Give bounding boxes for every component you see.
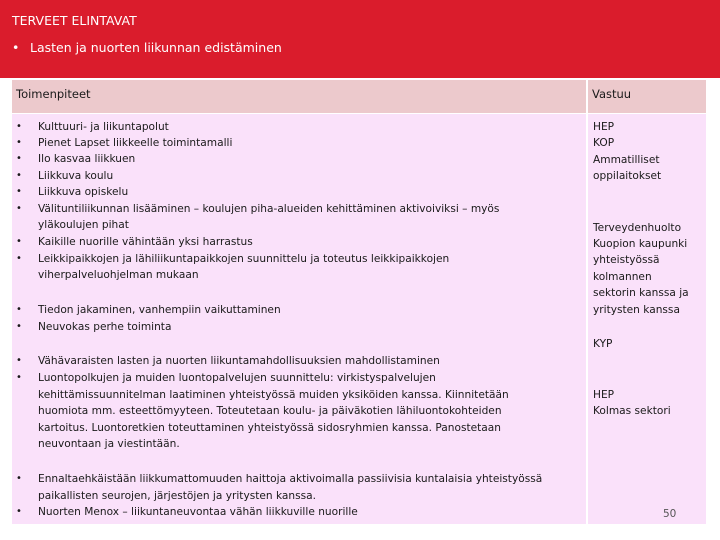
responsibility-item: HEP <box>593 121 615 133</box>
slide-title: TERVEET ELINTAVAT <box>12 13 137 28</box>
bullet: • <box>16 304 22 315</box>
responsibility-item: Terveydenhuolto <box>593 222 682 234</box>
list-item: paikallisten seurojen, järjestöjen ja yritysten kanssa. <box>38 490 317 502</box>
list-item: Neuvokas perhe toiminta <box>38 321 172 333</box>
list-item: Liikkuva opiskelu <box>38 186 129 198</box>
bullet: • <box>16 253 22 264</box>
list-item: Nuorten Menox – liikuntaneuvontaa vähän liikkuville nuorille <box>38 506 358 518</box>
bullet: • <box>16 170 22 181</box>
responsibility-item: KYP <box>593 338 613 350</box>
list-item: huomiota mm. esteettömyyteen. Toteutetaan koulu- ja päiväkotien lähiluontokohteiden <box>38 405 502 417</box>
bullet: • <box>16 506 22 517</box>
list-item: Liikkuva koulu <box>38 170 114 182</box>
bullet: • <box>16 355 22 366</box>
list-item: Ennaltaehkäistään liikkumattomuuden haittoja aktivoimalla passiivisia kuntalaisia yhteistyössä <box>38 473 543 485</box>
bullet: • <box>16 186 22 197</box>
subtitle-text: Lasten ja nuorten liikunnan edistäminen <box>30 40 282 55</box>
list-item: Kulttuuri- ja liikuntapolut <box>38 121 169 133</box>
list-item: Leikkipaikkojen ja lähiliikuntapaikkojen suunnittelu ja toteutus leikkipaikkojen <box>38 253 450 265</box>
header-responsibility-label: Vastuu <box>592 87 632 101</box>
list-item: kartoitus. Luontoretkien toteuttaminen yhteistyössä sidosryhmien kanssa. Panostetaan <box>38 422 501 434</box>
page-number: 50 <box>663 508 677 520</box>
responsibility-item: KOP <box>593 137 615 149</box>
list-item: neuvontaan ja viestintään. <box>38 438 180 450</box>
header-measures-label: Toimenpiteet <box>16 87 91 101</box>
list-item: Luontopolkujen ja muiden luontopalvelujen suunnittelu: virkistyspalvelujen <box>38 372 436 384</box>
bullet: • <box>16 153 22 164</box>
bullet: • <box>16 372 22 383</box>
responsibility-item: yhteistyössä <box>593 254 660 266</box>
slide-subtitle <box>12 40 282 56</box>
list-item: viherpalveluohjelman mukaan <box>38 269 199 281</box>
bullet: • <box>16 321 22 332</box>
header-responsibility <box>588 80 706 113</box>
title-banner <box>0 0 720 78</box>
bullet: • <box>16 137 22 148</box>
list-item: yläkoulujen pihat <box>38 219 129 231</box>
bullet: • <box>16 236 22 247</box>
responsibility-item: Ammatilliset <box>593 154 660 166</box>
responsibility-item: kolmannen <box>593 271 652 283</box>
list-item: Vähävaraisten lasten ja nuorten liikuntamahdollisuuksien mahdollistaminen <box>38 355 440 367</box>
responsibility-item: oppilaitokset <box>593 170 662 182</box>
subtitle-bullet: • <box>12 40 20 55</box>
responsibility-item: sektorin kanssa ja <box>593 287 689 299</box>
bullet: • <box>16 203 22 214</box>
list-item: Välituntiliikunnan lisääminen – koulujen piha-alueiden kehittäminen aktivoiviksi – myös <box>38 203 500 215</box>
list-item: Pienet Lapset liikkeelle toimintamalli <box>38 137 233 149</box>
bullet: • <box>16 473 22 484</box>
responsibility-item: Kolmas sektori <box>593 405 671 417</box>
responsibility-item: yritysten kanssa <box>593 304 680 316</box>
header-measures <box>12 80 586 113</box>
list-item: kehittämissuunnitelman laatiminen yhteistyössä muiden yksiköiden kanssa. Kiinnitetään <box>38 389 509 401</box>
list-item: Ilo kasvaa liikkuen <box>38 153 136 165</box>
responsibility-item: Kuopion kaupunki <box>593 238 688 250</box>
list-item: Tiedon jakaminen, vanhempiin vaikuttaminen <box>38 304 281 316</box>
bullet: • <box>16 121 22 132</box>
responsibility-item: HEP <box>593 389 615 401</box>
list-item: Kaikille nuorille vähintään yksi harrastus <box>38 236 253 248</box>
